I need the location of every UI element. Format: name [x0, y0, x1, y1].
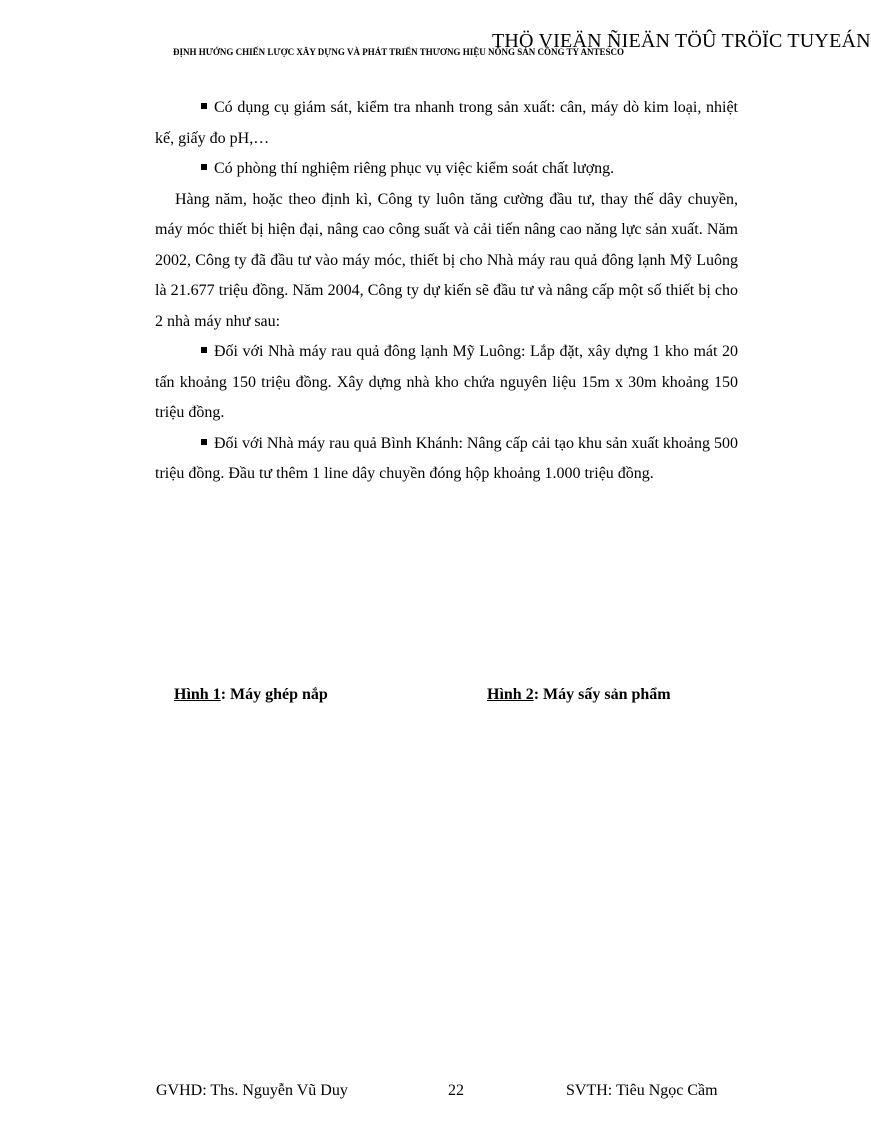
square-bullet-icon: [201, 103, 207, 109]
bullet-item: [155, 154, 738, 185]
footer-advisor: GVHD: Ths. Nguyễn Vũ Duy: [156, 1082, 348, 1099]
figure-2-title: : Máy sấy sản phẩm: [533, 686, 671, 703]
square-bullet-icon: [201, 164, 207, 170]
bullet-text: Đối với Nhà máy rau quả Bình Khánh: Nâng cấp cải tạo khu sản xuất khoảng 500 triệu đồng. Đầu tư thêm 1 line dây chuyền đóng hộp khoảng 1.000 triệu đồng.: [155, 434, 738, 482]
bullet-item: [155, 337, 738, 429]
page-number: 22: [448, 1082, 464, 1099]
document-body: [155, 93, 738, 490]
bullet-item: [155, 429, 738, 490]
running-header-title: ĐỊNH HƯỚNG CHIẾN LƯỢC XÂY DỰNG VÀ PHÁT TRIỂN THƯƠNG HIỆU NÔNG SẢN CÔNG TY ANTESCO: [173, 47, 624, 57]
figure-1-title: : Máy ghép nắp: [220, 686, 328, 703]
bullet-text: Có dụng cụ giám sát, kiểm tra nhanh trong sản xuất: cân, máy dò kim loại, nhiệt kế, giấy đo pH,…: [155, 99, 738, 147]
square-bullet-icon: [201, 347, 207, 353]
figure-1-caption: [174, 686, 328, 704]
bullet-item: [155, 93, 738, 154]
bullet-text: Có phòng thí nghiệm riêng phục vụ việc kiểm soát chất lượng.: [214, 160, 615, 177]
library-watermark: THÖ VIEÄN ÑIEÄN TÖÛ TRÖÏC TUYEÁN: [492, 30, 871, 52]
figure-1-label: Hình 1: [174, 686, 221, 703]
square-bullet-icon: [201, 439, 207, 445]
bullet-text: Đối với Nhà máy rau quả đông lạnh Mỹ Luông: Lắp đặt, xây dựng 1 kho mát 20 tấn khoảng 150 triệu đồng. Xây dựng nhà kho chứa nguyên liệu 15m x 30m khoảng 150 triệu đồng.: [155, 343, 738, 421]
paragraph: Hàng năm, hoặc theo định kì, Công ty luôn tăng cường đầu tư, thay thế dây chuyền, máy móc thiết bị hiện đại, nâng cao công suất và cải tiến nâng cao năng lực sản xuất. Năm 2002, Công ty đã đầu tư vào máy móc, thiết bị cho Nhà máy rau quả đông lạnh Mỹ Luông là 21.677 triệu đồng. Năm 2004, Công ty dự kiến sẽ đầu tư và nâng cấp một số thiết bị cho 2 nhà máy như sau:: [155, 190, 738, 330]
footer-student: SVTH: Tiêu Ngọc Cầm: [566, 1082, 718, 1099]
figure-2-caption: [487, 686, 671, 704]
figure-2-label: Hình 2: [487, 686, 534, 703]
